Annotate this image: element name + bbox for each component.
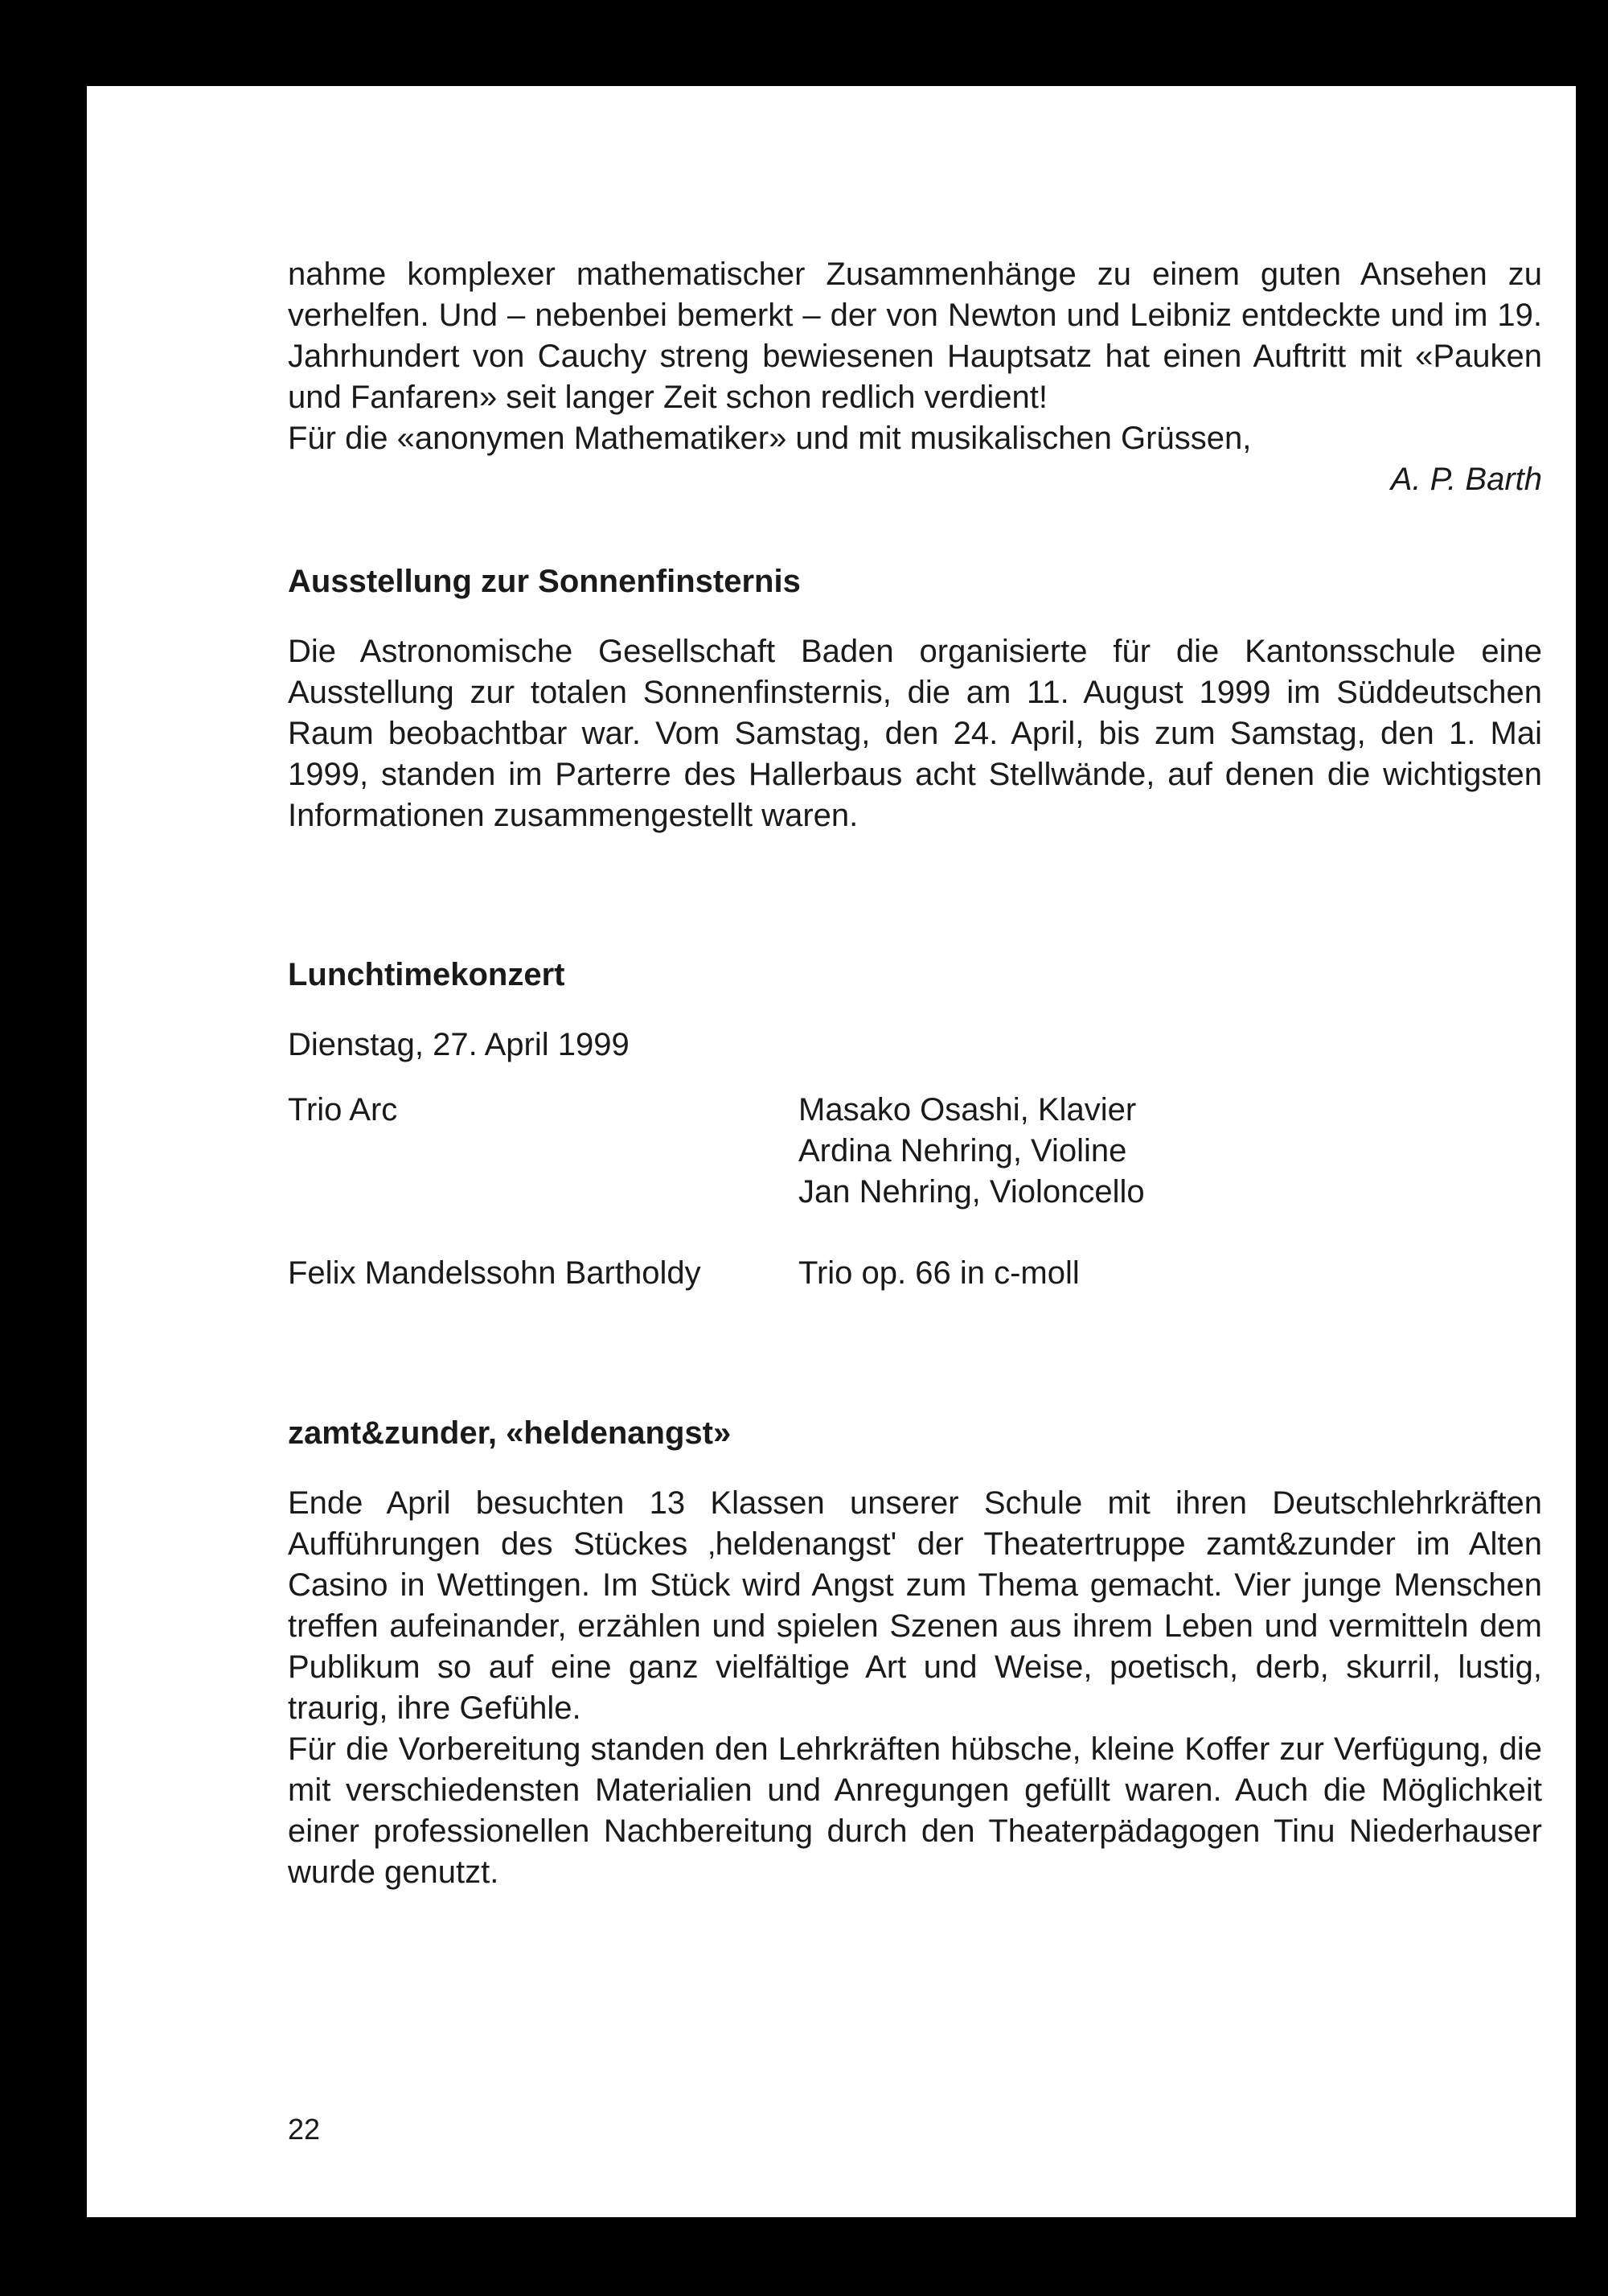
theatre-paragraph-2: Für die Vorbereitung standen den Lehrkräften hübsche, kleine Koffer zur Verfügung, die mit verschiedensten Materialien und Anregungen gefüllt waren. Auch die Möglichkeit einer professionellen Nachbereitung durch den Theaterpädagogen Tinu Niederhauser wurde genutzt.	[288, 1731, 1542, 1890]
performer-2: Ardina Nehring, Violine	[798, 1133, 1127, 1169]
ensemble-name: Trio Arc	[288, 1092, 398, 1127]
performer-3: Jan Nehring, Violoncello	[798, 1174, 1145, 1210]
program-row	[288, 1253, 1542, 1294]
intro-paragraph: nahme komplexer mathematischer Zusammenhänge zu einem guten Ansehen zu verhelfen. Und – nebenbei bemerkt – der von Newton und Leibniz entdeckte und im 19. Jahrhundert von Cauchy streng bewiesenen Hauptsatz hat einen Auftritt mit «Pauken und Fanfaren» seit langer Zeit schon redlich verdient!	[288, 257, 1542, 415]
performer-row	[288, 1131, 1542, 1172]
signature: A. P. Barth	[1390, 462, 1542, 497]
heading-eclipse: Ausstellung zur Sonnenfinsternis	[288, 564, 801, 599]
performer-row	[288, 1172, 1542, 1213]
composer-name: Felix Mandelssohn Bartholdy	[288, 1255, 701, 1291]
eclipse-paragraph: Die Astronomische Gesellschaft Baden organisierte für die Kantonsschule eine Ausstellung zur totalen Sonnenfinsternis, die am 11. August 1999 im Süddeutschen Raum beobachtbar war. Vom Samstag, den 24. April, bis zum Samstag, den 1. Mai 1999, standen im Parterre des Hallerbaus acht Stellwände, auf denen die wichtigsten Informationen zusammengestellt waren.	[288, 634, 1542, 833]
concert-date-text: Dienstag, 27. April 1999	[288, 1027, 630, 1062]
intro-greeting: Für die «anonymen Mathematiker» und mit musikalischen Grüssen,	[288, 421, 1252, 456]
theatre-paragraph: Ende April besuchten 13 Klassen unserer Schule mit ihren Deutschlehrkräften Aufführungen des Stückes ‚heldenangst' der Theatertruppe zamt&zunder im Alten Casino in Wettingen. Im Stück wird Angst zum Thema gemacht. Vier junge Menschen treffen aufeinander, erzählen und spielen Szenen aus ihrem Leben und vermitteln dem Publikum so auf eine ganz vielfältige Art und Weise, poetisch, derb, skurril, lustig, traurig, ihre Gefühle.	[288, 1485, 1542, 1726]
performer-1: Masako Osashi, Klavier	[798, 1092, 1137, 1127]
page-content	[288, 86, 1542, 1893]
concert-date	[288, 1025, 1542, 1066]
heading-concert: Lunchtimekonzert	[288, 957, 565, 992]
document-page	[87, 86, 1576, 2217]
ensemble-row	[288, 1090, 1542, 1131]
heading-theatre: zamt&zunder, «heldenangst»	[288, 1415, 732, 1451]
work-title: Trio op. 66 in c-moll	[798, 1255, 1080, 1291]
page-number: 22	[288, 2113, 321, 2146]
